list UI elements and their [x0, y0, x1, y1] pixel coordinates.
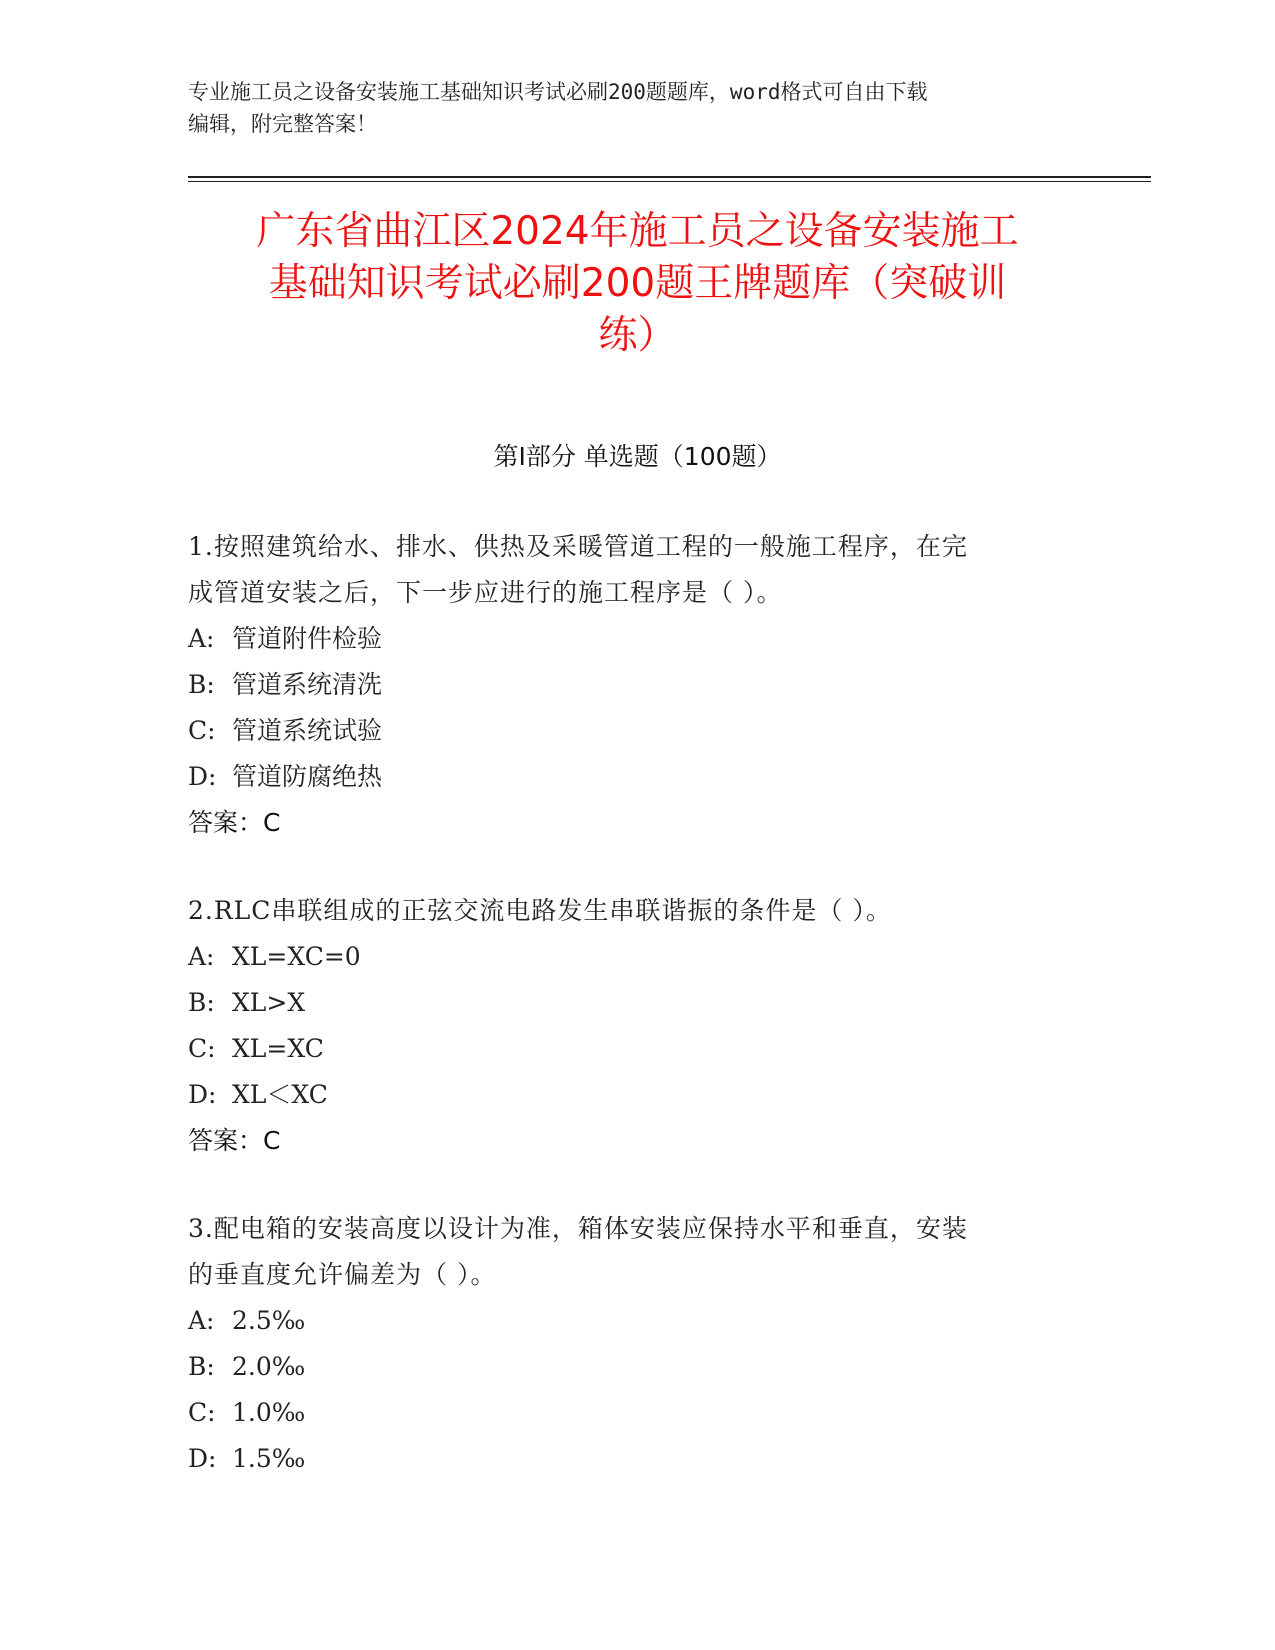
- stem-line: 的垂直度允许偏差为（ ）。: [188, 1260, 497, 1289]
- option-b: [188, 1344, 1068, 1390]
- option-text: XL=XC=0: [232, 942, 361, 971]
- question-1: [188, 524, 1068, 846]
- option-key: D:: [188, 1080, 217, 1109]
- question-stem: [188, 524, 1068, 616]
- question-2: [188, 888, 1068, 1164]
- option-key: A:: [188, 1306, 215, 1335]
- option-key: B:: [188, 1352, 215, 1381]
- question-3: [188, 1206, 1068, 1482]
- title-line-2: 基础知识考试必刷200题王牌题库（突破训: [268, 261, 1007, 306]
- option-text: XL＜XC: [232, 1080, 328, 1109]
- document-title: [150, 206, 1125, 362]
- option-key: B:: [188, 670, 215, 699]
- option-d: [188, 1436, 1068, 1482]
- option-a: [188, 1298, 1068, 1344]
- option-text: 2.5‰: [232, 1306, 306, 1335]
- option-c: [188, 708, 1068, 754]
- option-key: B:: [188, 988, 215, 1017]
- answer-line: 答案：C: [188, 808, 281, 837]
- title-line-1: 广东省曲江区2024年施工员之设备安装施工: [256, 209, 1019, 254]
- option-a: [188, 934, 1068, 980]
- option-key: C:: [188, 716, 216, 745]
- option-key: D:: [188, 762, 217, 791]
- question-stem: [188, 888, 1068, 934]
- stem-line: 成管道安装之后，下一步应进行的施工程序是（ ）。: [188, 578, 783, 607]
- option-text: XL=XC: [232, 1034, 324, 1063]
- option-text: 管道防腐绝热: [232, 762, 383, 791]
- option-text: XL>X: [232, 988, 306, 1017]
- option-d: [188, 1072, 1068, 1118]
- document-header: [188, 76, 1068, 140]
- option-c: [188, 1390, 1068, 1436]
- option-c: [188, 1026, 1068, 1072]
- section-heading: 第Ⅰ部分 单选题（100题）: [493, 442, 782, 471]
- header-divider-thick: [188, 176, 1151, 178]
- question-list: [188, 524, 1068, 1524]
- title-line-3: 练）: [598, 313, 677, 358]
- option-d: [188, 754, 1068, 800]
- option-text: 管道系统清洗: [232, 670, 383, 699]
- stem-line: 1.按照建筑给水、排水、供热及采暖管道工程的一般施工程序，在完: [188, 532, 968, 561]
- stem-line: 3.配电箱的安装高度以设计为准，箱体安装应保持水平和垂直，安装: [188, 1214, 968, 1243]
- header-divider-thin: [188, 181, 1151, 182]
- answer-line: 答案：C: [188, 1126, 281, 1155]
- option-b: [188, 662, 1068, 708]
- option-text: 管道系统试验: [232, 716, 383, 745]
- header-line-2: 编辑，附完整答案！: [188, 112, 377, 136]
- question-stem: [188, 1206, 1068, 1298]
- stem-line: 2.RLC串联组成的正弦交流电路发生串联谐振的条件是（ ）。: [188, 896, 892, 925]
- option-text: 1.0‰: [232, 1398, 306, 1427]
- option-text: 2.0‰: [232, 1352, 306, 1381]
- option-b: [188, 980, 1068, 1026]
- option-key: A:: [188, 624, 215, 653]
- option-key: C:: [188, 1398, 216, 1427]
- option-key: C:: [188, 1034, 216, 1063]
- option-a: [188, 616, 1068, 662]
- option-key: D:: [188, 1444, 217, 1473]
- option-text: 管道附件检验: [232, 624, 383, 653]
- header-line-1: 专业施工员之设备安装施工基础知识考试必刷200题题库，word格式可自由下载: [188, 80, 928, 104]
- option-key: A:: [188, 942, 215, 971]
- option-text: 1.5‰: [232, 1444, 306, 1473]
